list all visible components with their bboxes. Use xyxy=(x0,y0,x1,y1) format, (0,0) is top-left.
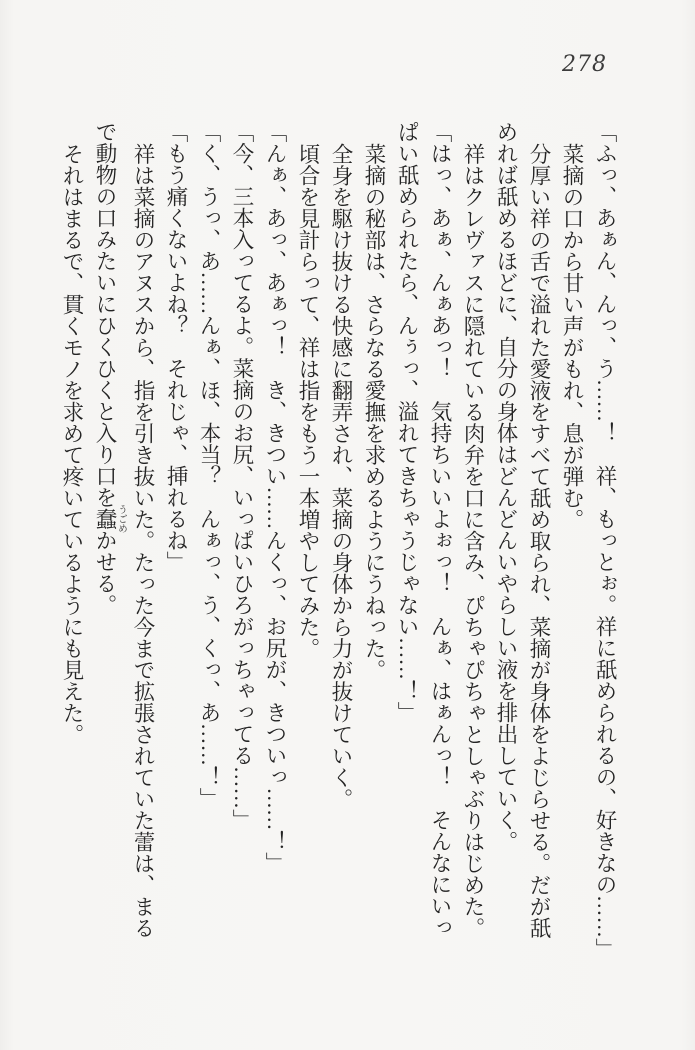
text-line: 全身を駆け抜ける快感に翻弄され、菜摘の身体から力が抜けていく。 xyxy=(329,142,353,809)
text-line: ぱい舐められたら、んぅっ、溢れてきちゃうじゃない……！」 xyxy=(395,121,419,723)
text-line: 菜摘の口から甘い声がもれ、息が弾む。 xyxy=(560,142,584,530)
text-line: めれば舐めるほどに、自分の身体はどんどんいやらしい液を排出していく。 xyxy=(494,121,518,852)
text-line: 「ふっ、あぁん、んっ、う……！ 祥、もっとぉ。祥に舐められるの、好きなの……」 xyxy=(593,121,617,960)
ruby-annotated-word: 蠢 うごめ xyxy=(93,504,126,533)
text-line: 菜摘の秘部は、さらなる愛撫を求めるようにうねった。 xyxy=(362,142,386,680)
text-line: 頃合を見計らって、祥は指をもう一本増やしてみた。 xyxy=(296,142,320,659)
text-line: 「もう痛くないよね？ それじゃ、挿れるね」 xyxy=(164,121,188,573)
text-line: 分厚い祥の舌で溢れた愛液をすべて舐め取られ、菜摘が身体をよじらせる。だが舐 xyxy=(527,142,551,938)
text-column-block xyxy=(55,121,621,960)
text-line: 祥はクレヴァスに隠れている肉弁を口に含み、ぴちゃぴちゃとしゃぶりはじめた。 xyxy=(461,142,485,938)
furigana: うごめ xyxy=(116,504,126,533)
text-line: それはまるで、貫くモノを求めて疼いているようにも見えた。 xyxy=(60,142,84,745)
text-line: 「はっ、あぁ、んぁあっ！ 気持ちいいよぉっ！ んぁ、はぁんっ！ そんなにいっ xyxy=(428,121,452,938)
text-line: 「今、三本入ってるよ。菜摘のお尻、いっぱいひろがっちゃってる……」 xyxy=(230,121,254,831)
text-line: 「く、うっ、あ……んぁ、ほ、本当？ んぁっ、う、くっ、あ……！」 xyxy=(197,121,221,809)
text-line: 祥は菜摘のアヌスから、指を引き抜いた。たった今まで拡張されていた蕾は、まる xyxy=(131,142,155,938)
text-line: 「んぁ、あっ、あぁっ！ き、きつい……んくっ、お尻が、きついっ……！」 xyxy=(263,121,287,874)
text-line: で動物の口みたいにひくひくと入り口を蠢 うごめかせる。 xyxy=(93,121,126,616)
page-number: 278 xyxy=(562,52,607,77)
